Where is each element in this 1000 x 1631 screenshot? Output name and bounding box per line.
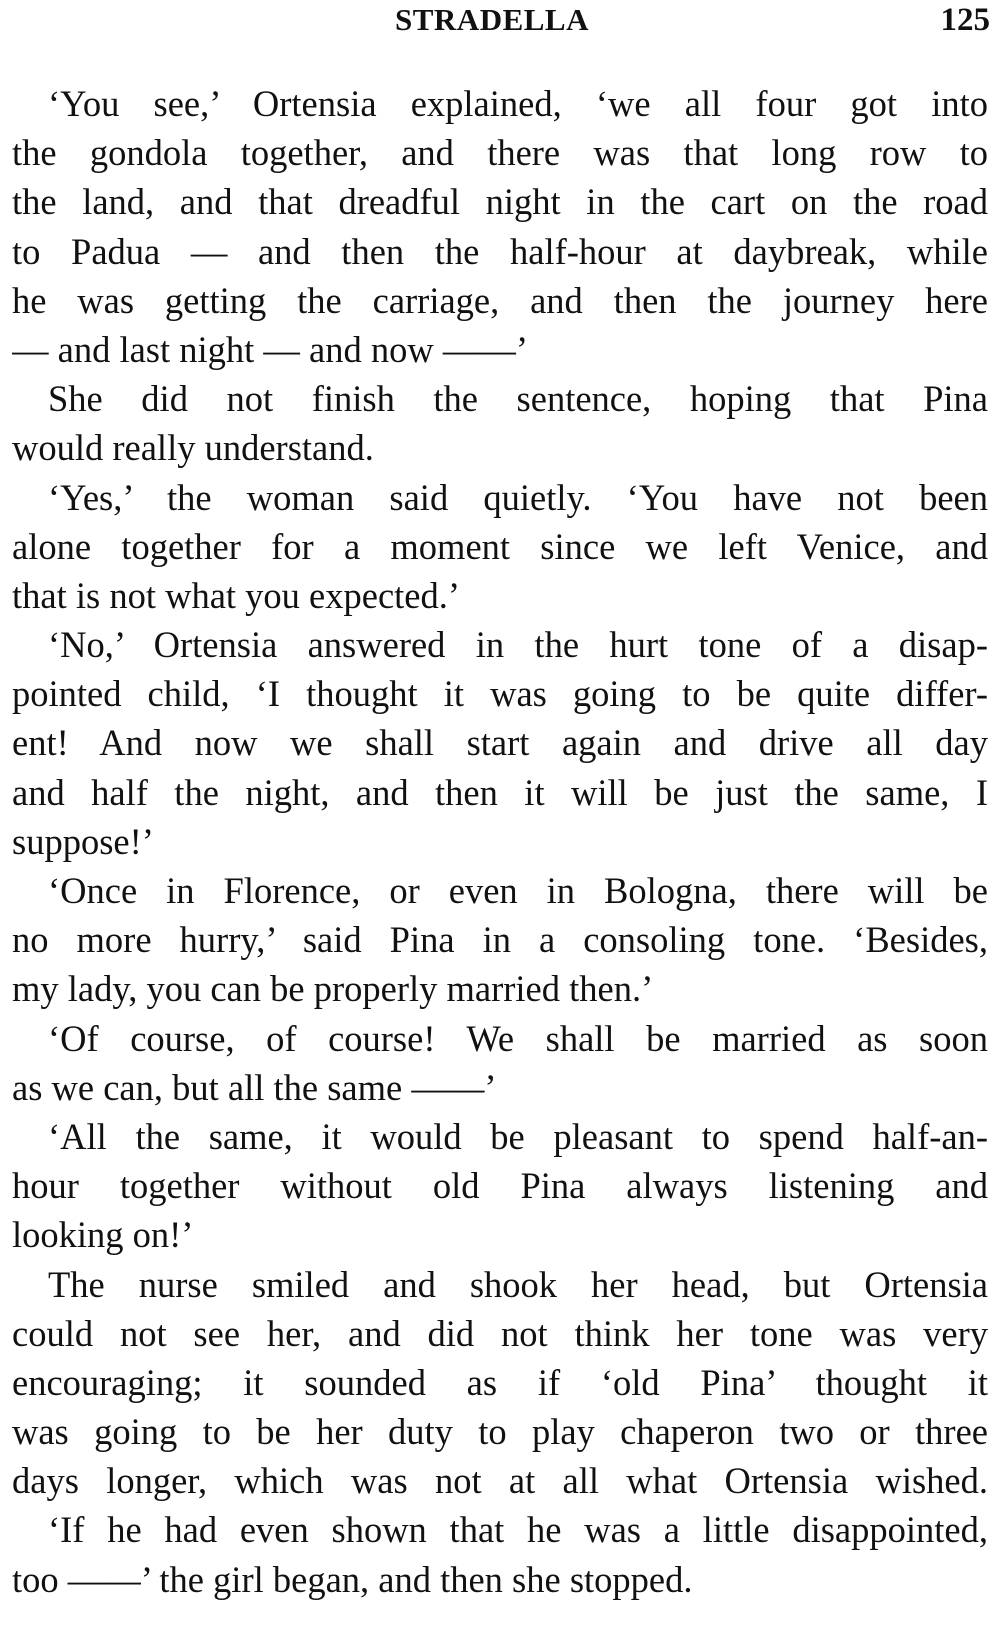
text-line: my lady, you can be properly married then.’ bbox=[12, 968, 654, 1010]
text-line: alone together for a moment since we left Venice, and bbox=[12, 525, 988, 567]
text-line: ‘All the same, it would be pleasant to spend half-an- bbox=[48, 1115, 988, 1157]
running-title: STRADELLA bbox=[395, 2, 589, 37]
text-line: too ——’ the girl began, and then she stopped. bbox=[12, 1558, 693, 1600]
text-line: ent! And now we shall start again and drive all day bbox=[12, 722, 988, 764]
text-line: as we can, but all the same ——’ bbox=[12, 1066, 497, 1108]
text-line: ‘Yes,’ the woman said quietly. ‘You have not been bbox=[48, 476, 988, 518]
text-line: and half the night, and then it will be just the same, I bbox=[12, 771, 988, 813]
text-line: — and last night — and now ——’ bbox=[12, 328, 529, 370]
body-text bbox=[12, 79, 988, 1604]
text-line: ‘If he had even shown that he was a little disappointed, bbox=[48, 1509, 988, 1551]
text-line: The nurse smiled and shook her head, but Ortensia bbox=[48, 1263, 988, 1305]
text-line: the land, and that dreadful night in the cart on the road bbox=[12, 181, 988, 223]
page-number: 125 bbox=[940, 2, 990, 38]
text-line: looking on!’ bbox=[12, 1214, 194, 1256]
text-line: ‘You see,’ Ortensia explained, ‘we all four got into bbox=[48, 83, 988, 124]
text-line: suppose!’ bbox=[12, 820, 154, 862]
text-line: no more hurry,’ said Pina in a consoling tone. ‘Besides, bbox=[12, 919, 988, 961]
text-line: ‘Of course, of course! We shall be married as soon bbox=[48, 1017, 988, 1059]
text-line: days longer, which was not at all what Ortensia wished. bbox=[12, 1460, 988, 1502]
text-line: pointed child, ‘I thought it was going to be quite differ- bbox=[12, 673, 988, 715]
text-line: She did not finish the sentence, hoping that Pina bbox=[48, 378, 988, 420]
text-line: ‘No,’ Ortensia answered in the hurt tone of a disap- bbox=[48, 624, 988, 666]
text-line: the gondola together, and there was that long row to bbox=[12, 132, 988, 174]
text-line: would really understand. bbox=[12, 427, 374, 469]
text-line: to Padua — and then the half-hour at daybreak, while bbox=[12, 230, 988, 272]
text-line: was going to be her duty to play chaperon two or three bbox=[12, 1411, 988, 1453]
text-line: he was getting the carriage, and then the journey here bbox=[12, 279, 988, 321]
text-line: could not see her, and did not think her tone was very bbox=[12, 1312, 988, 1354]
text-line: hour together without old Pina always listening and bbox=[12, 1165, 988, 1207]
text-line: encouraging; it sounded as if ‘old Pina’ thought it bbox=[12, 1361, 988, 1403]
running-head bbox=[0, 2, 1000, 46]
text-line: that is not what you expected.’ bbox=[12, 574, 461, 616]
text-line: ‘Once in Florence, or even in Bologna, there will be bbox=[48, 870, 988, 911]
